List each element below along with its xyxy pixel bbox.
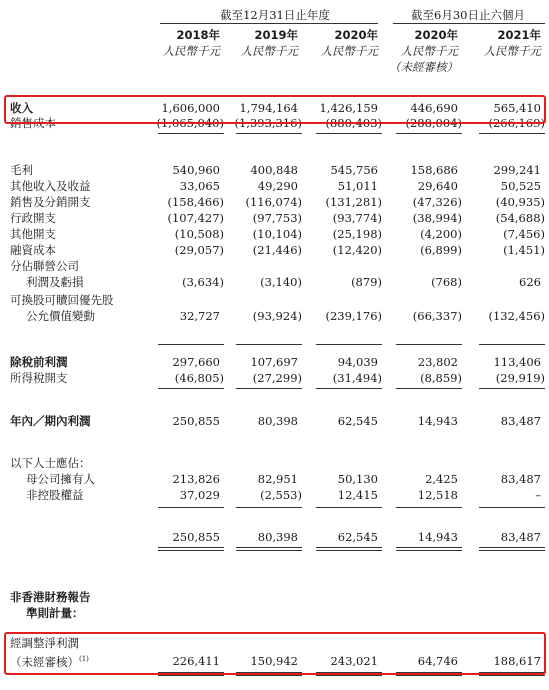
cell-value: (29,919) xyxy=(495,371,545,385)
row-label-owners: 母公司擁有人 xyxy=(26,472,95,486)
cell-value: (7,456) xyxy=(503,227,545,241)
row-label-non-controlling: 非控股權益 xyxy=(26,488,84,502)
underline xyxy=(396,344,462,345)
underline xyxy=(479,507,545,508)
cell-value: 23,802 xyxy=(417,355,458,369)
row-label-cost-of-sales: 銷售成本 xyxy=(10,116,56,130)
underline xyxy=(236,388,302,389)
cell-value: 33,065 xyxy=(179,179,220,193)
underline xyxy=(479,344,545,345)
cell-value: (46,805) xyxy=(174,371,224,385)
cell-value: (2,553) xyxy=(260,488,302,502)
adjusted-value: 64,746 xyxy=(417,654,458,668)
cell-value: (40,935) xyxy=(495,195,545,209)
cell-value: (21,446) xyxy=(252,243,302,257)
underline xyxy=(396,507,462,508)
underline xyxy=(316,507,382,508)
row-label-associates: 分佔聯營公司 xyxy=(10,259,79,273)
cell-value: (3,140) xyxy=(260,275,302,289)
cell-value: (97,753) xyxy=(252,211,302,225)
underline xyxy=(316,133,382,134)
cell-value: (66,337) xyxy=(412,309,462,323)
cell-value: (131,281) xyxy=(325,195,382,209)
cell-value: (768) xyxy=(431,275,462,289)
cell-value: (1,451) xyxy=(503,243,545,257)
cell-value: 446,690 xyxy=(410,101,458,115)
cell-value: 158,686 xyxy=(410,163,458,177)
row-label-admin-expenses: 行政開支 xyxy=(10,211,56,225)
cell-value: (107,427) xyxy=(167,211,224,225)
row-label-preferred-shares-2: 公允價值變動 xyxy=(26,309,95,323)
cell-value: (10,508) xyxy=(174,227,224,241)
header-year-period: 截至12月31日止年度 xyxy=(220,8,330,22)
cell-value: 82,951 xyxy=(257,472,298,486)
double-underline xyxy=(158,547,224,551)
cell-value: 113,406 xyxy=(493,355,541,369)
cell-value: 213,826 xyxy=(172,472,220,486)
underline xyxy=(479,388,545,389)
cell-value: (54,688) xyxy=(495,211,545,225)
row-label-revenue: 收入 xyxy=(10,101,33,115)
column-note: （未經審核） xyxy=(389,60,458,74)
header-underline xyxy=(393,23,545,24)
column-unit: 人民幣千元 xyxy=(320,44,378,58)
cell-value: (38,994) xyxy=(412,211,462,225)
underline xyxy=(158,388,224,389)
cell-value: 299,241 xyxy=(493,163,541,177)
double-underline xyxy=(396,547,462,551)
column-unit: 人民幣千元 xyxy=(240,44,298,58)
underline xyxy=(316,344,382,345)
cell-value: 107,697 xyxy=(250,355,298,369)
cell-value: – xyxy=(535,488,541,502)
cell-value: (27,299) xyxy=(252,371,302,385)
row-label-finance-costs: 融資成本 xyxy=(10,243,56,257)
total-value: 80,398 xyxy=(257,530,298,544)
cell-value: (116,074) xyxy=(245,195,302,209)
underline xyxy=(316,388,382,389)
cell-value: 2,425 xyxy=(425,472,458,486)
adjusted-value: 226,411 xyxy=(172,654,220,668)
row-label-preferred-shares: 可換股可贖回優先股 xyxy=(10,293,114,307)
section-label-non-hkfrs-2: 準則計量： xyxy=(26,606,84,620)
cell-value: (288,004) xyxy=(405,116,462,130)
cell-value: 49,290 xyxy=(257,179,298,193)
cell-value: (12,420) xyxy=(332,243,382,257)
cell-value: 540,960 xyxy=(172,163,220,177)
header-halfyear-period: 截至6月30日止六個月 xyxy=(411,8,525,22)
double-underline xyxy=(236,547,302,551)
cell-value: 29,640 xyxy=(417,179,458,193)
row-label-other-income: 其他收入及收益 xyxy=(10,179,91,193)
underline xyxy=(158,133,224,134)
row-label-selling-expenses: 銷售及分銷開支 xyxy=(10,195,91,209)
cell-value: (93,774) xyxy=(332,211,382,225)
row-label-associates-2: 利潤及虧損 xyxy=(26,275,84,289)
total-value: 14,943 xyxy=(417,530,458,544)
underline xyxy=(236,344,302,345)
highlight-box-adjusted-profit xyxy=(4,632,546,675)
cell-value: 1,606,000 xyxy=(161,101,220,115)
row-label-profit-before-tax: 除稅前利潤 xyxy=(10,355,68,369)
total-value: 83,487 xyxy=(500,530,541,544)
row-label-attributable-to: 以下人士應佔： xyxy=(10,456,91,470)
cell-value: (93,924) xyxy=(252,309,302,323)
row-label-gross-profit: 毛利 xyxy=(10,163,33,177)
cell-value: 32,727 xyxy=(179,309,220,323)
row-label-adjusted-net-profit: 經調整淨利潤 xyxy=(10,636,79,650)
underline xyxy=(236,507,302,508)
cell-value: (879) xyxy=(351,275,382,289)
column-year: 2019年 xyxy=(254,28,298,42)
double-underline xyxy=(479,547,545,551)
cell-value: 83,487 xyxy=(500,414,541,428)
row-label-other-expenses: 其他開支 xyxy=(10,227,56,241)
row-label-income-tax: 所得稅開支 xyxy=(10,371,68,385)
adjusted-value: 243,021 xyxy=(330,654,378,668)
column-unit: 人民幣千元 xyxy=(162,44,220,58)
section-label-non-hkfrs: 非香港財務報告 xyxy=(10,590,91,604)
underline xyxy=(158,344,224,345)
underline xyxy=(236,133,302,134)
underline xyxy=(396,388,462,389)
cell-value: 51,011 xyxy=(337,179,378,193)
cell-value: 14,943 xyxy=(417,414,458,428)
adjusted-value: 150,942 xyxy=(250,654,298,668)
cell-value: 1,426,159 xyxy=(319,101,378,115)
cell-value: 50,525 xyxy=(500,179,541,193)
cell-value: 83,487 xyxy=(500,472,541,486)
column-year: 2020年 xyxy=(334,28,378,42)
highlight-box-revenue xyxy=(4,95,546,124)
cell-value: 37,029 xyxy=(179,488,220,502)
row-label-profit-for-period: 年內／期內利潤 xyxy=(10,414,91,428)
cell-value: (25,198) xyxy=(332,227,382,241)
column-year: 2020年 xyxy=(414,28,458,42)
column-unit: 人民幣千元 xyxy=(400,44,458,58)
cell-value: (1,393,316) xyxy=(234,116,302,130)
cell-value: 94,039 xyxy=(337,355,378,369)
underline xyxy=(396,133,462,134)
cell-value: (158,466) xyxy=(167,195,224,209)
double-underline xyxy=(316,547,382,551)
cell-value: (31,494) xyxy=(332,371,382,385)
cell-value: 250,855 xyxy=(172,414,220,428)
underline xyxy=(479,133,545,134)
cell-value: 62,545 xyxy=(337,414,378,428)
footnote-marker: (1) xyxy=(79,655,89,663)
total-value: 250,855 xyxy=(172,530,220,544)
column-unit: 人民幣千元 xyxy=(483,44,541,58)
cell-value: 545,756 xyxy=(330,163,378,177)
cell-value: 12,518 xyxy=(417,488,458,502)
cell-value: (1,065,040) xyxy=(156,116,224,130)
cell-value: 297,660 xyxy=(172,355,220,369)
cell-value: (3,634) xyxy=(182,275,224,289)
cell-value: (8,859) xyxy=(420,371,462,385)
cell-value: 80,398 xyxy=(257,414,298,428)
underline xyxy=(158,507,224,508)
cell-value: (4,200) xyxy=(420,227,462,241)
cell-value: 12,415 xyxy=(337,488,378,502)
cell-value: (266,169) xyxy=(488,116,545,130)
cell-value: 1,794,164 xyxy=(239,101,298,115)
cell-value: (47,326) xyxy=(412,195,462,209)
cell-value: (239,176) xyxy=(325,309,382,323)
cell-value: (880,403) xyxy=(325,116,382,130)
cell-value: (10,104) xyxy=(252,227,302,241)
total-value: 62,545 xyxy=(337,530,378,544)
cell-value: 50,130 xyxy=(337,472,378,486)
adjusted-value: 188,617 xyxy=(493,654,541,668)
cell-value: 626 xyxy=(519,275,541,289)
cell-value: (29,057) xyxy=(174,243,224,257)
column-year: 2021年 xyxy=(497,28,541,42)
cell-value: (6,899) xyxy=(420,243,462,257)
cell-value: (132,456) xyxy=(488,309,545,323)
cell-value: 400,848 xyxy=(250,163,298,177)
row-label-unaudited: （未經審核）$^{(1)}$ xyxy=(10,654,89,669)
header-underline xyxy=(160,23,378,24)
cell-value: 565,410 xyxy=(493,101,541,115)
column-year: 2018年 xyxy=(176,28,220,42)
